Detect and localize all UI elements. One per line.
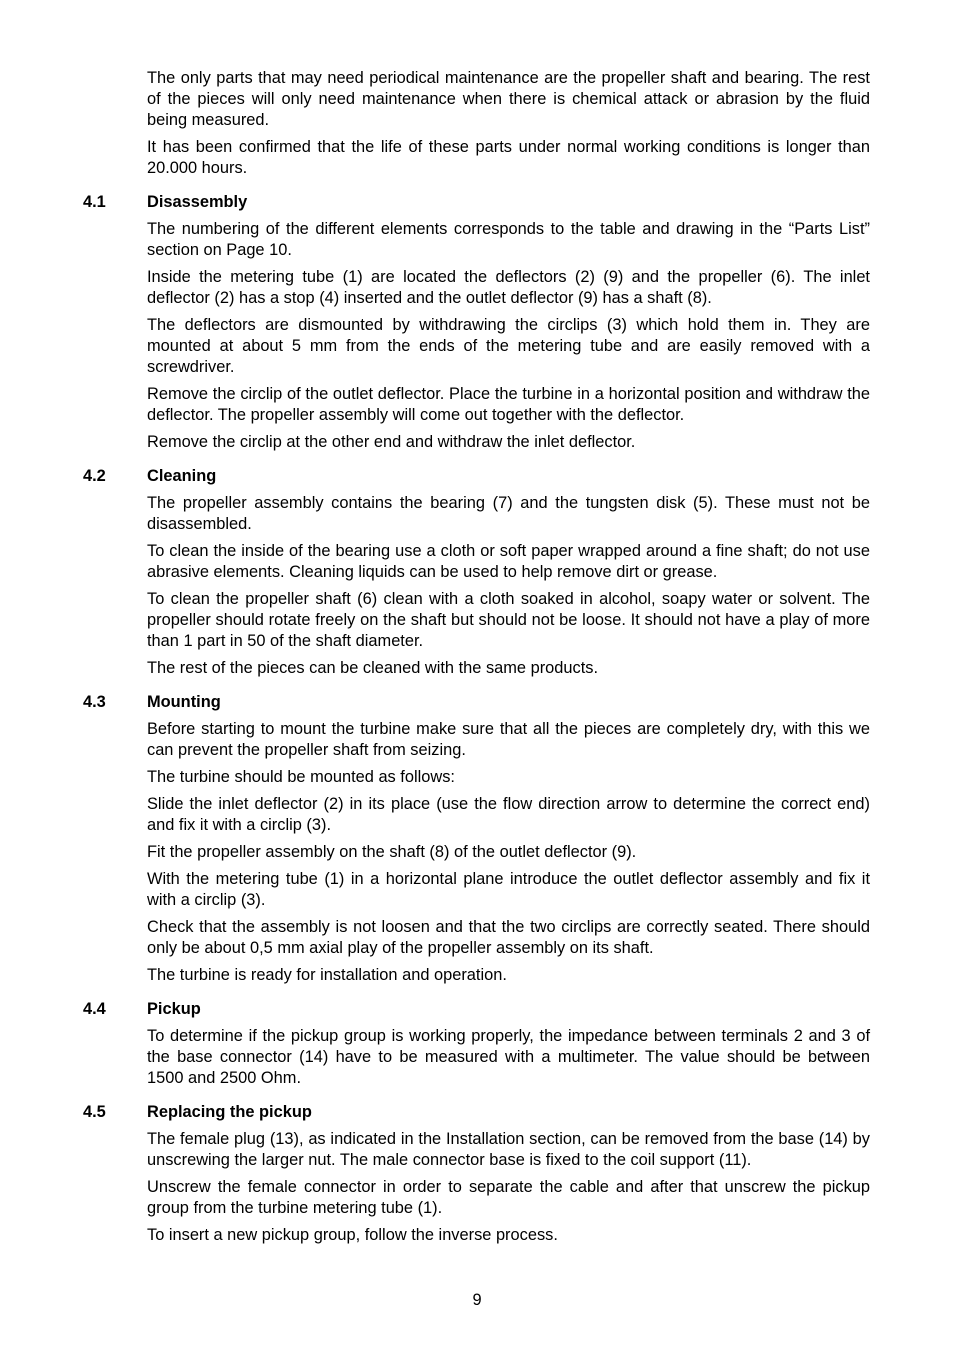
section-paragraph: The rest of the pieces can be cleaned with the same products. bbox=[147, 659, 598, 677]
section-paragraph: Inside the metering tube (1) are located the deflectors (2) (9) and the propeller (6). The inlet deflector (2) has a stop (4) inserted and the outlet deflector (9) has a shaft (8). bbox=[147, 268, 870, 307]
section-heading bbox=[83, 692, 870, 713]
section-paragraph: To clean the inside of the bearing use a cloth or soft paper wrapped around a fine shaft; do not use abrasive elements. Cleaning liquids can be used to help remove dirt or grease. bbox=[147, 542, 870, 581]
section-paragraph: The turbine is ready for installation and operation. bbox=[147, 966, 507, 984]
section-mounting bbox=[83, 692, 870, 986]
section-heading bbox=[83, 999, 870, 1020]
section-disassembly bbox=[83, 192, 870, 453]
section-paragraph: Remove the circlip of the outlet deflector. Place the turbine in a horizontal position and withdraw the deflector. The propeller assembly will come out together with the deflector. bbox=[147, 385, 870, 424]
intro-paragraph: It has been confirmed that the life of these parts under normal working conditions is longer than 20.000 hours. bbox=[147, 138, 870, 177]
section-number: 4.2 bbox=[83, 467, 106, 485]
section-paragraph: The turbine should be mounted as follows: bbox=[147, 768, 455, 786]
section-title: Replacing the pickup bbox=[147, 1103, 312, 1121]
section-paragraph: The numbering of the different elements corresponds to the table and drawing in the “Parts List” section on Page 10. bbox=[147, 220, 870, 259]
section-number: 4.1 bbox=[83, 193, 106, 211]
section-replacing-pickup bbox=[83, 1102, 870, 1246]
section-cleaning bbox=[83, 466, 870, 679]
page-content bbox=[83, 68, 870, 1252]
section-paragraph: To determine if the pickup group is working properly, the impedance between terminals 2 and 3 of the base connector (14) have to be measured with a multimeter. The value should be between 1500 and 2500 Ohm. bbox=[147, 1027, 870, 1087]
section-paragraph: Slide the inlet deflector (2) in its place (use the flow direction arrow to determine the correct end) and fix it with a circlip (3). bbox=[147, 795, 870, 834]
section-number: 4.5 bbox=[83, 1103, 106, 1121]
section-heading bbox=[83, 466, 870, 487]
section-title: Mounting bbox=[147, 693, 221, 711]
page-number: 9 bbox=[472, 1291, 482, 1309]
section-paragraph: To insert a new pickup group, follow the inverse process. bbox=[147, 1226, 558, 1244]
section-paragraph: With the metering tube (1) in a horizontal plane introduce the outlet deflector assembly and fix it with a circlip (3). bbox=[147, 870, 870, 909]
section-number: 4.4 bbox=[83, 1000, 106, 1018]
section-title: Pickup bbox=[147, 1000, 201, 1018]
section-paragraph: Remove the circlip at the other end and withdraw the inlet deflector. bbox=[147, 433, 636, 451]
section-title: Cleaning bbox=[147, 467, 217, 485]
section-title: Disassembly bbox=[147, 193, 248, 211]
section-heading bbox=[83, 1102, 870, 1123]
section-paragraph: Check that the assembly is not loosen and that the two circlips are correctly seated. There should only be about 0,5 mm axial play of the propeller assembly on its shaft. bbox=[147, 918, 870, 957]
section-heading bbox=[83, 192, 870, 213]
section-paragraph: The deflectors are dismounted by withdrawing the circlips (3) which hold them in. They are mounted at about 5 mm from the ends of the metering tube and are easily removed with a screwdriver. bbox=[147, 316, 870, 376]
intro-block bbox=[147, 68, 870, 179]
section-paragraph: To clean the propeller shaft (6) clean with a cloth soaked in alcohol, soapy water or solvent. The propeller should rotate freely on the shaft but should not be loose. It should not have a play of more than 1 part in 50 of the shaft diameter. bbox=[147, 590, 870, 650]
section-paragraph: Fit the propeller assembly on the shaft (8) of the outlet deflector (9). bbox=[147, 843, 637, 861]
section-paragraph: Before starting to mount the turbine make sure that all the pieces are completely dry, with this we can prevent the propeller shaft from seizing. bbox=[147, 720, 870, 759]
intro-paragraph: The only parts that may need periodical maintenance are the propeller shaft and bearing. The rest of the pieces will only need maintenance when there is chemical attack or abrasion by the fluid being measured. bbox=[147, 69, 870, 129]
section-paragraph: The propeller assembly contains the bearing (7) and the tungsten disk (5). These must not be disassembled. bbox=[147, 494, 870, 533]
section-paragraph: Unscrew the female connector in order to separate the cable and after that unscrew the pickup group from the turbine metering tube (1). bbox=[147, 1178, 870, 1217]
section-number: 4.3 bbox=[83, 693, 106, 711]
section-paragraph: The female plug (13), as indicated in the Installation section, can be removed from the base (14) by unscrewing the larger nut. The male connector base is fixed to the coil support (11). bbox=[147, 1130, 870, 1169]
section-pickup bbox=[83, 999, 870, 1089]
